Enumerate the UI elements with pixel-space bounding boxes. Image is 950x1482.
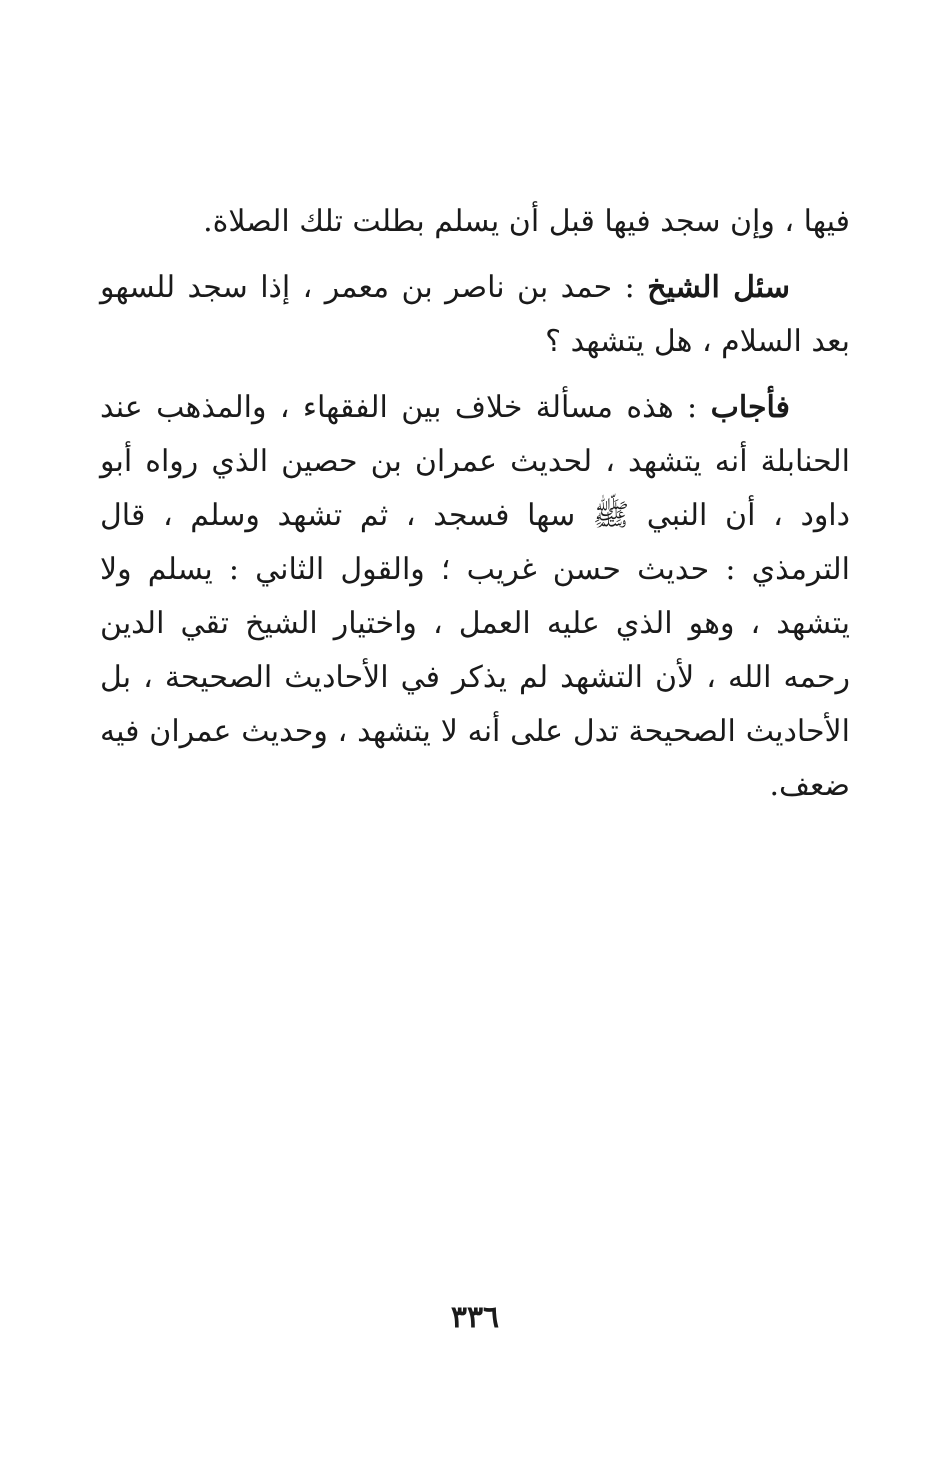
paragraph-question (100, 261, 850, 369)
paragraph-text: : هذه مسألة خلاف بين الفقهاء ، والمذهب عند الحنابلة أنه يتشهد ، لحديث عمران بن حصين الذي رواه أبو داود ، أن النبي ﷺ سها فسجد ، ثم تشهد وسلم ، قال الترمذي : حديث حسن غريب ؛ والقول الثاني : يسلم ولا يتشهد ، وهو الذي عليه العمل ، واختيار الشيخ تقي الدين رحمه الله ، لأن التشهد لم يذكر في الأحاديث الصحيحة ، بل الأحاديث الصحيحة تدل على أنه لا يتشهد ، وحديث عمران فيه ضعف. (100, 390, 850, 803)
paragraph-lead: سئل الشيخ (647, 270, 790, 305)
paragraph-continuation (100, 195, 850, 249)
page-number: ٣٣٦ (450, 1300, 500, 1335)
paragraph-answer (100, 381, 850, 813)
paragraph-text: فيها ، وإن سجد فيها قبل أن يسلم بطلت تلك الصلاة. (203, 204, 850, 239)
paragraph-lead: فأجاب (710, 390, 790, 425)
body-text (100, 195, 850, 825)
paragraph-text: : حمد بن ناصر بن معمر ، إذا سجد للسهو بعد السلام ، هل يتشهد ؟ (100, 270, 850, 359)
